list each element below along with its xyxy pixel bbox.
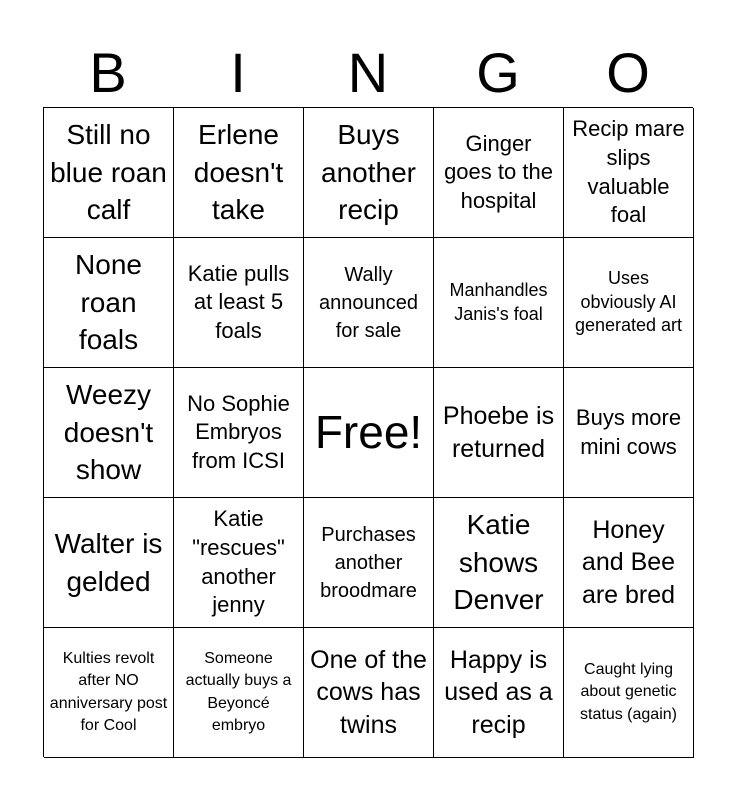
bingo-cell[interactable] [564,238,694,368]
bingo-cell[interactable] [174,498,304,628]
bingo-cell[interactable] [434,238,564,368]
bingo-cell-text: Ginger goes to the hospital [444,130,553,213]
bingo-cell-text: Happy is used as a recip [444,645,553,739]
header-letter-o: O [606,41,650,104]
bingo-cell[interactable] [434,498,564,628]
bingo-cell[interactable] [304,108,434,238]
bingo-cell[interactable] [434,368,564,498]
header-letter-g: G [476,41,520,104]
bingo-cell-text: Purchases another broodmare [320,523,417,602]
bingo-cell[interactable] [174,108,304,238]
free-space[interactable] [304,368,434,498]
bingo-cell-text: Buys another recip [321,118,416,226]
bingo-cell-text: Weezy doesn't show [63,378,154,486]
bingo-cell-text: Katie "rescues" another jenny [192,506,285,618]
free-space-text: Free! [314,406,423,459]
bingo-cell[interactable] [174,368,304,498]
bingo-cell-text: Erlene doesn't take [193,118,284,226]
bingo-cell[interactable] [44,498,174,628]
bingo-cell[interactable] [564,498,694,628]
bingo-cell[interactable] [564,368,694,498]
bingo-cell[interactable] [44,108,174,238]
bingo-cell-text: Someone actually buys a Beyoncé embryo [185,649,292,734]
bingo-cell-text: None roan foals [75,248,142,356]
bingo-cell-text: Buys more mini cows [575,404,682,459]
bingo-cell-text: Phoebe is returned [442,402,555,463]
bingo-cell[interactable] [434,628,564,758]
bingo-cell[interactable] [174,238,304,368]
bingo-board [43,107,693,757]
header-letter-b: B [89,41,127,104]
header-letter-n: N [347,41,389,104]
bingo-cell-text: Katie shows Denver [453,508,544,616]
bingo-cell[interactable] [44,368,174,498]
bingo-cell-text: Recip mare slips valuable foal [572,116,685,228]
bingo-cell[interactable] [174,628,304,758]
bingo-cell-text: One of the cows has twins [310,645,427,739]
bingo-cell-text: Wally announced for sale [319,263,418,342]
bingo-cell[interactable] [304,628,434,758]
bingo-cell[interactable] [434,108,564,238]
bingo-cell[interactable] [304,498,434,628]
bingo-cell-text: Katie pulls at least 5 foals [187,260,290,343]
bingo-cell-text: Manhandles Janis's foal [449,280,548,324]
bingo-cell-text: Walter is gelded [54,527,163,597]
bingo-cell[interactable] [304,238,434,368]
bingo-cell-text: Honey and Bee are bred [581,515,676,609]
bingo-cell[interactable] [44,628,174,758]
bingo-cell-text: Kulties revolt after NO anniversary post for Cool [49,649,168,734]
bingo-header [43,38,693,108]
bingo-cell-text: No Sophie Embryos from ICSI [187,390,290,473]
bingo-cell-text: Caught lying about genetic status (again) [580,660,677,723]
bingo-cell[interactable] [44,238,174,368]
bingo-cell-text: Uses obviously AI generated art [574,268,683,336]
bingo-cell[interactable] [564,628,694,758]
header-letter-i: I [230,41,246,104]
bingo-cell-text: Still no blue roan calf [50,118,167,226]
bingo-cell[interactable] [564,108,694,238]
